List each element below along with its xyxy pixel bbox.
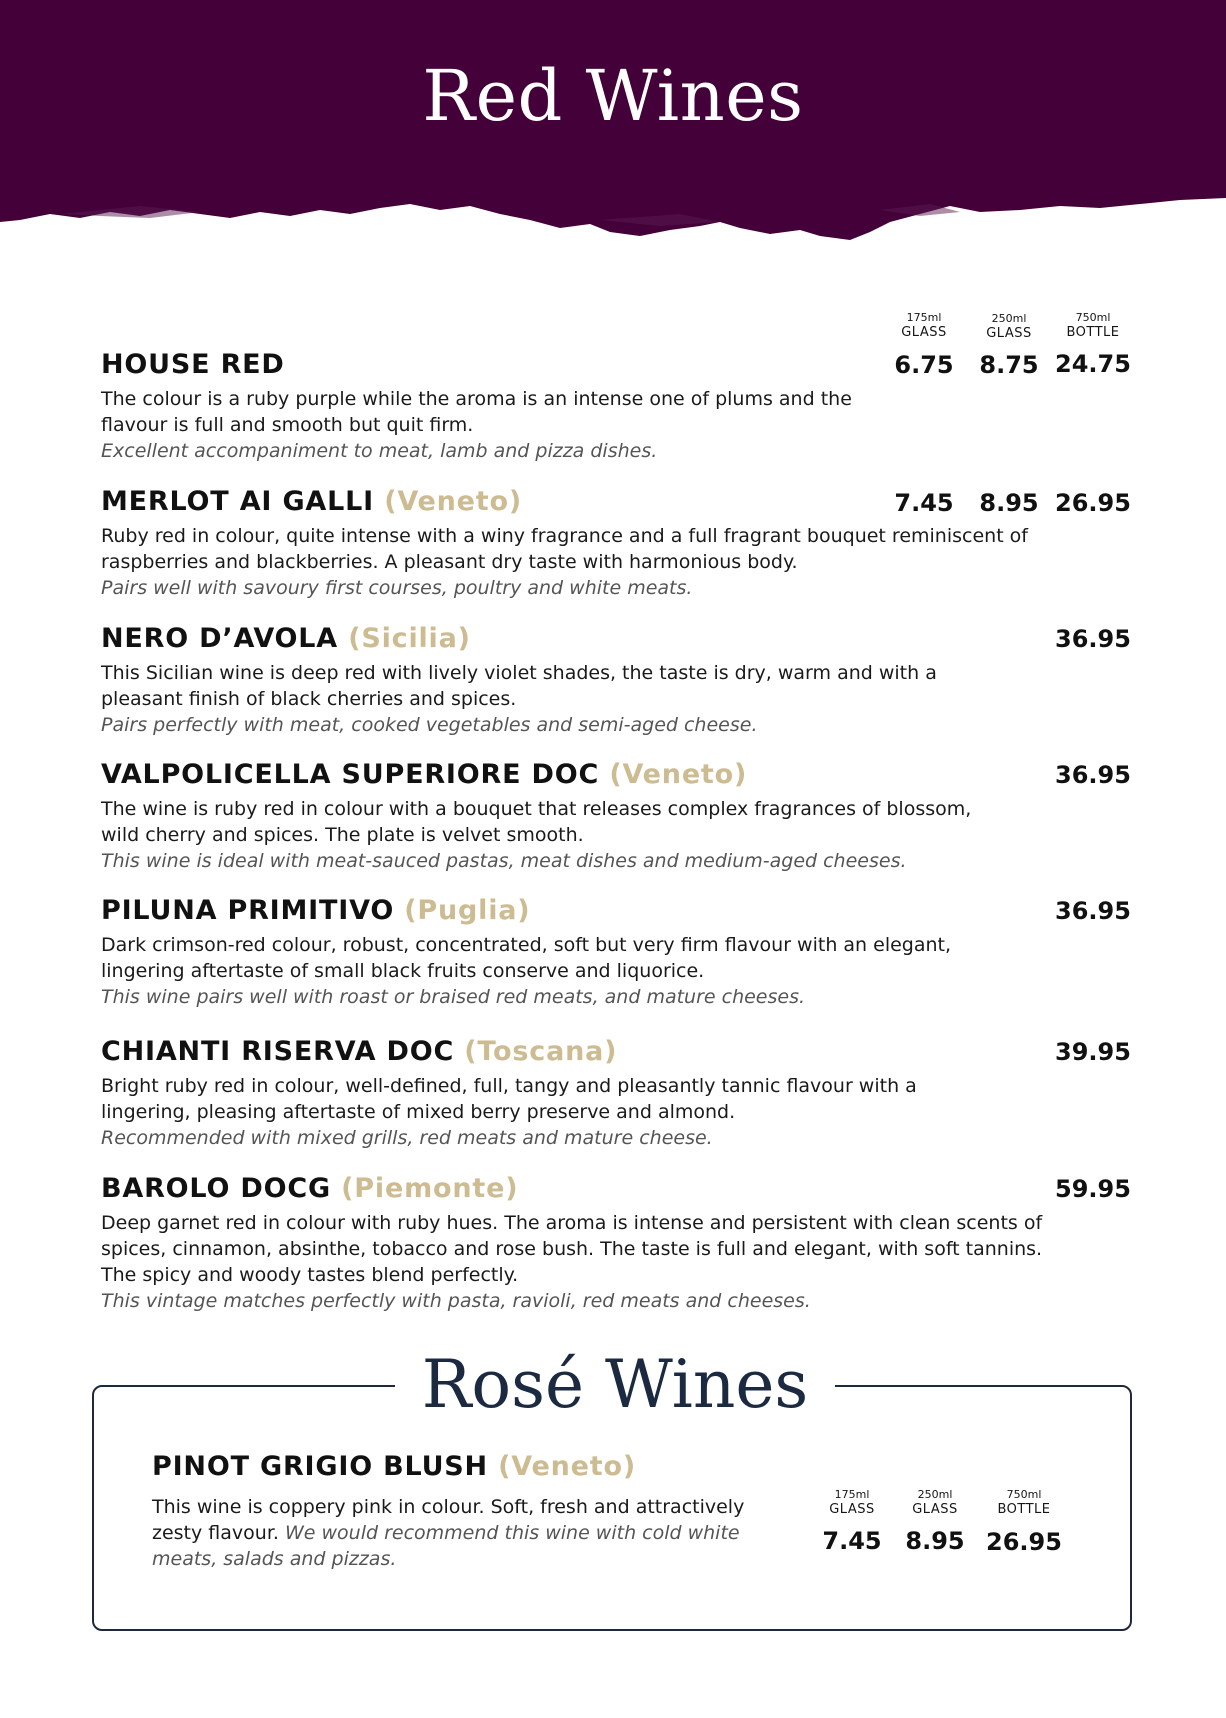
wine-region: (Toscana) [464, 1036, 618, 1067]
wine-name: VALPOLICELLA SUPERIORE DOC [101, 759, 600, 790]
wine-region: (Puglia) [404, 895, 531, 926]
wine-pairing: This wine is ideal with meat-sauced pastas, meat dishes and medium-aged cheeses. [101, 850, 907, 872]
wine-name: NERO D’AVOLA [101, 623, 338, 654]
column-header-175ml: 175ml GLASS [901, 311, 947, 340]
wine-description: Ruby red in colour, quite intense with a winy fragrance and a full fragrant bouquet reminiscent of raspberries and blackberries. A pleasant dry taste with harmonious body. [101, 525, 1028, 573]
price-bottle: 36.95 [1055, 625, 1131, 653]
wine-description: Deep garnet red in colour with ruby hues. The aroma is intense and persistent with clean scents of spices, cinnamon, absinthe, tobacco and rose bush. The taste is full and elegant, with soft tannins. The spicy and woody tastes blend perfectly. [101, 1212, 1043, 1286]
price-bottle: 26.95 [986, 1528, 1062, 1556]
wine-description: This Sicilian wine is deep red with lively violet shades, the taste is dry, warm and with a pleasant finish of black cherries and spices. [101, 662, 937, 710]
wine-item [101, 894, 1131, 1010]
wine-region: (Piemonte) [341, 1173, 519, 1204]
wine-name: BAROLO DOCG [101, 1173, 331, 1204]
price-250ml: 8.95 [905, 1527, 965, 1555]
wine-pairing: We would recommend this wine with cold white meats, salads and pizzas. [152, 1522, 740, 1570]
page-title: Red Wines [422, 55, 804, 137]
header-band [0, 0, 1226, 260]
price-250ml: 8.75 [979, 351, 1039, 379]
wine-region: (Veneto) [384, 486, 522, 517]
wine-description: Dark crimson-red colour, robust, concentrated, soft but very firm flavour with an elegant, lingering aftertaste of small black fruits conserve and liquorice. [101, 934, 952, 982]
wine-item [101, 622, 1131, 738]
price-bottle: 59.95 [1055, 1175, 1131, 1203]
wine-region: (Veneto) [609, 759, 748, 790]
wine-pairing: Recommended with mixed grills, red meats and mature cheese. [101, 1127, 713, 1149]
price-250ml: 8.95 [979, 489, 1039, 517]
wine-region: (Sicilia) [348, 623, 471, 654]
wine-item [152, 1450, 792, 1572]
wine-item [101, 758, 1131, 874]
wine-pairing: Pairs perfectly with meat, cooked vegetables and semi-aged cheese. [101, 714, 758, 736]
price-175ml: 6.75 [894, 351, 954, 379]
column-header-175ml: 175ml GLASS [829, 1488, 875, 1517]
wine-description: The wine is ruby red in colour with a bouquet that releases complex fragrances of blossom, wild cherry and spices. The plate is velvet smooth. [101, 798, 972, 846]
wine-name: HOUSE RED [101, 349, 285, 380]
wine-description: Bright ruby red in colour, well-defined, full, tangy and pleasantly tannic flavour with a lingering, pleasing aftertaste of mixed berry preserve and almond. [101, 1075, 917, 1123]
wine-item [101, 1035, 1131, 1151]
wine-description: This wine is coppery pink in colour. Soft, fresh and attractively zesty flavour. [152, 1496, 745, 1544]
price-bottle: 36.95 [1055, 897, 1131, 925]
column-header-250ml: 250ml GLASS [986, 312, 1032, 341]
wine-name: MERLOT AI GALLI [101, 486, 374, 517]
wine-item [101, 1172, 1131, 1314]
wine-pairing: Pairs well with savoury first courses, poultry and white meats. [101, 577, 693, 599]
price-175ml: 7.45 [822, 1527, 882, 1555]
rose-section-title: Rosé Wines [395, 1340, 835, 1430]
price-bottle: 24.75 [1055, 350, 1131, 378]
wine-pairing: This wine pairs well with roast or braised red meats, and mature cheeses. [101, 986, 806, 1008]
wine-name: CHIANTI RISERVA DOC [101, 1036, 455, 1067]
wine-description: The colour is a ruby purple while the aroma is an intense one of plums and the flavour is full and smooth but quit firm. [101, 388, 852, 436]
column-header-750ml: 750ml BOTTLE [997, 1488, 1051, 1517]
wine-name: PILUNA PRIMITIVO [101, 895, 395, 926]
wine-name: PINOT GRIGIO BLUSH [152, 1451, 488, 1482]
wine-pairing: Excellent accompaniment to meat, lamb and pizza dishes. [101, 440, 658, 462]
price-bottle: 39.95 [1055, 1038, 1131, 1066]
price-bottle: 26.95 [1055, 489, 1131, 517]
price-175ml: 7.45 [894, 489, 954, 517]
wine-region: (Veneto) [498, 1451, 636, 1482]
column-header-250ml: 250ml GLASS [912, 1488, 958, 1517]
price-bottle: 36.95 [1055, 761, 1131, 789]
column-header-750ml: 750ml BOTTLE [1066, 311, 1120, 340]
wine-pairing: This vintage matches perfectly with pasta, ravioli, red meats and cheeses. [101, 1290, 811, 1312]
